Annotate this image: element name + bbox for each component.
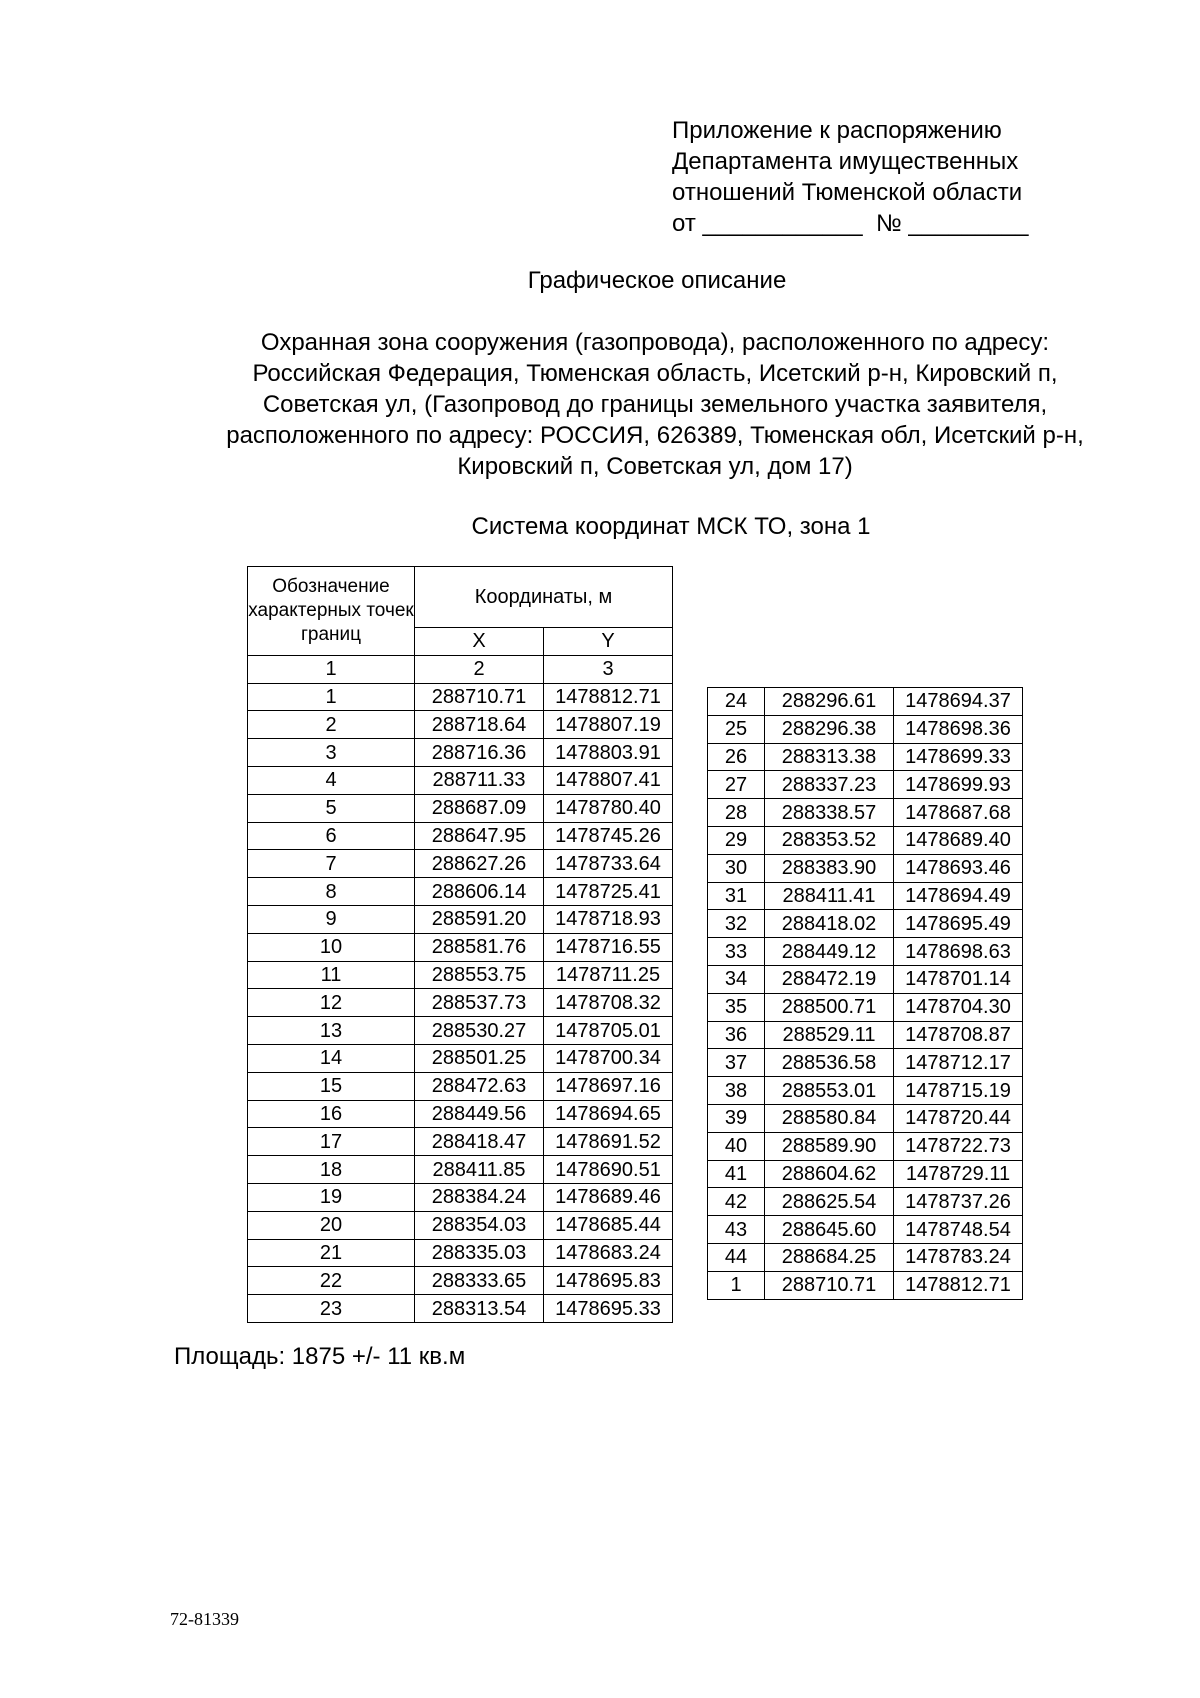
table-row: [708, 1160, 1023, 1188]
x-coordinate: 288449.12: [765, 938, 894, 966]
table-row: [248, 1156, 673, 1184]
point-number: 43: [708, 1216, 765, 1244]
point-number: 13: [248, 1017, 415, 1045]
point-number: 9: [248, 905, 415, 933]
table-row: [708, 715, 1023, 743]
table-row: [708, 882, 1023, 910]
x-coordinate: 288337.23: [765, 771, 894, 799]
point-number: 20: [248, 1211, 415, 1239]
point-number: 5: [248, 794, 415, 822]
subject-line: Российская Федерация, Тюменская область, Исетский р-н, Кировский п,: [252, 360, 1058, 387]
table-row: [248, 1239, 673, 1267]
subject-line: расположенного по адресу: РОССИЯ, 626389, Тюменская обл, Исетский р-н,: [226, 422, 1084, 449]
document-number: 72-81339: [170, 1609, 239, 1629]
x-coordinate: 288530.27: [415, 1017, 544, 1045]
subject-description: [170, 327, 1140, 482]
y-coordinate: 1478683.24: [544, 1239, 673, 1267]
x-coordinate: 288537.73: [415, 989, 544, 1017]
x-coordinate: 288591.20: [415, 905, 544, 933]
table-row: [708, 826, 1023, 854]
y-coordinate: 1478700.34: [544, 1044, 673, 1072]
table-row: [708, 965, 1023, 993]
table-row: [248, 1017, 673, 1045]
y-coordinate: 1478705.01: [544, 1017, 673, 1045]
table-row: [708, 1104, 1023, 1132]
x-coordinate: 288472.19: [765, 965, 894, 993]
x-coordinate: 288687.09: [415, 794, 544, 822]
point-number: 41: [708, 1160, 765, 1188]
point-number: 32: [708, 910, 765, 938]
point-number: 1: [708, 1271, 765, 1299]
x-coordinate: 288500.71: [765, 993, 894, 1021]
x-coordinate: 288718.64: [415, 711, 544, 739]
table-row: [708, 1271, 1023, 1299]
table-row: [708, 771, 1023, 799]
y-coordinate: 1478715.19: [894, 1077, 1023, 1105]
coordinates-table-left: [247, 566, 673, 1323]
subject-line: Кировский п, Советская ул, дом 17): [457, 453, 853, 480]
table-row: [248, 1128, 673, 1156]
table-row: [248, 1183, 673, 1211]
column-number: 1: [248, 655, 415, 683]
table-row: [248, 989, 673, 1017]
table-row: [708, 1021, 1023, 1049]
header-x: X: [415, 628, 544, 656]
x-coordinate: 288625.54: [765, 1188, 894, 1216]
point-number: 7: [248, 850, 415, 878]
point-number: 8: [248, 878, 415, 906]
y-coordinate: 1478733.64: [544, 850, 673, 878]
point-number: 30: [708, 854, 765, 882]
y-coordinate: 1478693.46: [894, 854, 1023, 882]
point-number: 21: [248, 1239, 415, 1267]
point-number: 37: [708, 1049, 765, 1077]
table-row: [248, 1072, 673, 1100]
document-title: Графическое описание: [527, 267, 787, 294]
x-coordinate: 288645.60: [765, 1216, 894, 1244]
point-number: 6: [248, 822, 415, 850]
header-point-designation: Обозначение характерных точек границ: [248, 567, 415, 656]
point-number: 29: [708, 826, 765, 854]
column-number: 2: [415, 655, 544, 683]
x-coordinate: 288553.75: [415, 961, 544, 989]
x-coordinate: 288353.52: [765, 826, 894, 854]
appendix-line: от ____________ № _________: [672, 210, 1029, 237]
point-number: 39: [708, 1104, 765, 1132]
x-coordinate: 288606.14: [415, 878, 544, 906]
table-row: [248, 683, 673, 711]
x-coordinate: 288536.58: [765, 1049, 894, 1077]
y-coordinate: 1478695.33: [544, 1295, 673, 1323]
y-coordinate: 1478711.25: [544, 961, 673, 989]
x-coordinate: 288418.02: [765, 910, 894, 938]
table-row: [708, 1243, 1023, 1271]
table-row: [708, 854, 1023, 882]
y-coordinate: 1478720.44: [894, 1104, 1023, 1132]
y-coordinate: 1478716.55: [544, 933, 673, 961]
point-number: 19: [248, 1183, 415, 1211]
point-number: 28: [708, 799, 765, 827]
x-coordinate: 288604.62: [765, 1160, 894, 1188]
table-row: [708, 938, 1023, 966]
y-coordinate: 1478689.40: [894, 826, 1023, 854]
appendix-block: [672, 115, 1029, 239]
x-coordinate: 288647.95: [415, 822, 544, 850]
y-coordinate: 1478780.40: [544, 794, 673, 822]
y-coordinate: 1478687.68: [894, 799, 1023, 827]
table-row: [708, 1049, 1023, 1077]
table-row: [248, 711, 673, 739]
y-coordinate: 1478725.41: [544, 878, 673, 906]
point-number: 2: [248, 711, 415, 739]
y-coordinate: 1478685.44: [544, 1211, 673, 1239]
x-coordinate: 288627.26: [415, 850, 544, 878]
y-coordinate: 1478690.51: [544, 1156, 673, 1184]
point-number: 40: [708, 1132, 765, 1160]
table-row: [708, 910, 1023, 938]
y-coordinate: 1478807.41: [544, 766, 673, 794]
table-row: [248, 1044, 673, 1072]
x-coordinate: 288296.61: [765, 688, 894, 716]
table-row: [708, 1132, 1023, 1160]
x-coordinate: 288472.63: [415, 1072, 544, 1100]
y-coordinate: 1478783.24: [894, 1243, 1023, 1271]
table-row: [708, 1077, 1023, 1105]
x-coordinate: 288313.54: [415, 1295, 544, 1323]
y-coordinate: 1478807.19: [544, 711, 673, 739]
y-coordinate: 1478698.36: [894, 715, 1023, 743]
coordinates-table-right: [707, 687, 1023, 1300]
x-coordinate: 288335.03: [415, 1239, 544, 1267]
x-coordinate: 288711.33: [415, 766, 544, 794]
point-number: 24: [708, 688, 765, 716]
point-number: 12: [248, 989, 415, 1017]
x-coordinate: 288411.41: [765, 882, 894, 910]
y-coordinate: 1478708.32: [544, 989, 673, 1017]
x-coordinate: 288296.38: [765, 715, 894, 743]
table-row: [248, 1267, 673, 1295]
y-coordinate: 1478737.26: [894, 1188, 1023, 1216]
table-row: [248, 961, 673, 989]
point-number: 34: [708, 965, 765, 993]
table-row: [708, 1216, 1023, 1244]
table-row: [708, 993, 1023, 1021]
table-row: [248, 905, 673, 933]
appendix-line: Приложение к распоряжению: [672, 117, 1002, 144]
x-coordinate: 288553.01: [765, 1077, 894, 1105]
y-coordinate: 1478699.93: [894, 771, 1023, 799]
x-coordinate: 288710.71: [765, 1271, 894, 1299]
point-number: 16: [248, 1100, 415, 1128]
point-number: 44: [708, 1243, 765, 1271]
point-number: 25: [708, 715, 765, 743]
table-row: [248, 933, 673, 961]
header-coordinates: Координаты, м: [415, 567, 673, 628]
x-coordinate: 288384.24: [415, 1183, 544, 1211]
table-row: [248, 1100, 673, 1128]
y-coordinate: 1478748.54: [894, 1216, 1023, 1244]
table-row: [708, 1188, 1023, 1216]
point-number: 14: [248, 1044, 415, 1072]
y-coordinate: 1478803.91: [544, 739, 673, 767]
point-number: 27: [708, 771, 765, 799]
x-coordinate: 288418.47: [415, 1128, 544, 1156]
x-coordinate: 288580.84: [765, 1104, 894, 1132]
x-coordinate: 288581.76: [415, 933, 544, 961]
area-label: Площадь: 1875 +/- 11 кв.м: [174, 1343, 466, 1370]
point-number: 15: [248, 1072, 415, 1100]
x-coordinate: 288313.38: [765, 743, 894, 771]
point-number: 17: [248, 1128, 415, 1156]
x-coordinate: 288529.11: [765, 1021, 894, 1049]
y-coordinate: 1478812.71: [894, 1271, 1023, 1299]
y-coordinate: 1478712.17: [894, 1049, 1023, 1077]
table-row: [248, 1211, 673, 1239]
x-coordinate: 288338.57: [765, 799, 894, 827]
x-coordinate: 288383.90: [765, 854, 894, 882]
x-coordinate: 288710.71: [415, 683, 544, 711]
column-number: 3: [544, 655, 673, 683]
x-coordinate: 288684.25: [765, 1243, 894, 1271]
table-row: [248, 850, 673, 878]
point-number: 11: [248, 961, 415, 989]
point-number: 1: [248, 683, 415, 711]
point-number: 18: [248, 1156, 415, 1184]
y-coordinate: 1478708.87: [894, 1021, 1023, 1049]
subject-line: Советская ул, (Газопровод до границы земельного участка заявителя,: [262, 391, 1048, 418]
appendix-line: отношений Тюменской области: [672, 179, 1023, 206]
table-row: [248, 1295, 673, 1323]
y-coordinate: 1478729.11: [894, 1160, 1023, 1188]
x-coordinate: 288589.90: [765, 1132, 894, 1160]
table-row: [248, 878, 673, 906]
x-coordinate: 288411.85: [415, 1156, 544, 1184]
y-coordinate: 1478694.37: [894, 688, 1023, 716]
x-coordinate: 288716.36: [415, 739, 544, 767]
table-row: [708, 799, 1023, 827]
table-row: [248, 766, 673, 794]
point-number: 22: [248, 1267, 415, 1295]
table-row: [248, 794, 673, 822]
y-coordinate: 1478745.26: [544, 822, 673, 850]
point-number: 4: [248, 766, 415, 794]
y-coordinate: 1478689.46: [544, 1183, 673, 1211]
appendix-line: Департамента имущественных: [672, 148, 1019, 175]
y-coordinate: 1478699.33: [894, 743, 1023, 771]
y-coordinate: 1478704.30: [894, 993, 1023, 1021]
y-coordinate: 1478812.71: [544, 683, 673, 711]
y-coordinate: 1478701.14: [894, 965, 1023, 993]
point-number: 38: [708, 1077, 765, 1105]
y-coordinate: 1478698.63: [894, 938, 1023, 966]
y-coordinate: 1478695.83: [544, 1267, 673, 1295]
y-coordinate: 1478691.52: [544, 1128, 673, 1156]
point-number: 26: [708, 743, 765, 771]
point-number: 35: [708, 993, 765, 1021]
table-row: [248, 822, 673, 850]
point-number: 33: [708, 938, 765, 966]
header-y: Y: [544, 628, 673, 656]
y-coordinate: 1478722.73: [894, 1132, 1023, 1160]
table-row: [708, 743, 1023, 771]
point-number: 10: [248, 933, 415, 961]
point-number: 36: [708, 1021, 765, 1049]
x-coordinate: 288354.03: [415, 1211, 544, 1239]
x-coordinate: 288501.25: [415, 1044, 544, 1072]
subject-line: Охранная зона сооружения (газопровода), расположенного по адресу:: [260, 329, 1050, 356]
point-number: 31: [708, 882, 765, 910]
point-number: 23: [248, 1295, 415, 1323]
point-number: 3: [248, 739, 415, 767]
table-row: [248, 739, 673, 767]
point-number: 42: [708, 1188, 765, 1216]
y-coordinate: 1478694.49: [894, 882, 1023, 910]
y-coordinate: 1478694.65: [544, 1100, 673, 1128]
table-row: [708, 688, 1023, 716]
x-coordinate: 288333.65: [415, 1267, 544, 1295]
y-coordinate: 1478695.49: [894, 910, 1023, 938]
y-coordinate: 1478718.93: [544, 905, 673, 933]
y-coordinate: 1478697.16: [544, 1072, 673, 1100]
coordinate-system-label: Система координат МСК ТО, зона 1: [471, 513, 871, 540]
x-coordinate: 288449.56: [415, 1100, 544, 1128]
